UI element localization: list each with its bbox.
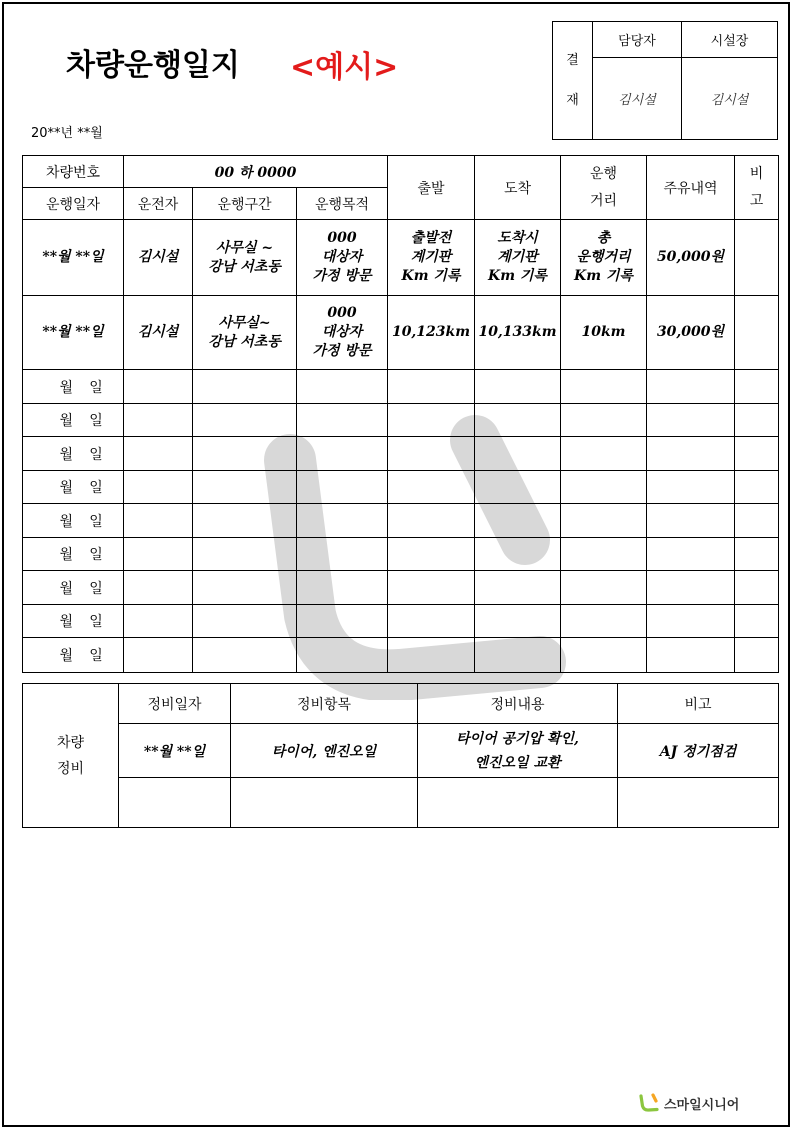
log-note-cell[interactable] (735, 437, 779, 471)
log-date-cell[interactable]: 월 일 (23, 471, 124, 504)
log-date-cell[interactable]: **월 **일 (23, 220, 124, 296)
log-driver-cell[interactable] (124, 605, 193, 638)
log-driver-cell[interactable] (124, 471, 193, 504)
log-date-cell[interactable]: 월 일 (23, 437, 124, 471)
log-distance-cell[interactable] (561, 471, 647, 504)
staff-signature[interactable]: 김시설 (593, 58, 682, 140)
maintenance-note-cell[interactable]: AJ 정기점검 (618, 724, 779, 778)
log-route-cell[interactable] (193, 437, 297, 471)
log-distance-cell[interactable]: 10km (561, 296, 647, 370)
log-fuel-cell[interactable]: 30,000원 (647, 296, 735, 370)
log-route-cell[interactable] (193, 571, 297, 605)
log-fuel-cell[interactable] (647, 504, 735, 538)
log-depart-cell[interactable] (388, 370, 475, 404)
log-driver-cell[interactable] (124, 437, 193, 471)
log-route-cell[interactable] (193, 538, 297, 571)
log-distance-cell[interactable] (561, 638, 647, 673)
table-row (23, 471, 779, 504)
log-driver-cell[interactable] (124, 404, 193, 437)
log-route-cell[interactable]: 사무실 ~ 강남 서초동 (193, 220, 297, 296)
log-distance-cell[interactable] (561, 404, 647, 437)
log-driver-cell[interactable] (124, 571, 193, 605)
maintenance-note-header: 비고 (618, 684, 779, 724)
log-purpose-cell[interactable] (297, 437, 388, 471)
page-title: 차량운행일지 (66, 48, 240, 83)
maintenance-side-label: 차량 정비 (23, 684, 119, 828)
route-header: 운행구간 (193, 188, 297, 220)
log-date-cell[interactable]: 월 일 (23, 504, 124, 538)
log-date-cell[interactable]: 월 일 (23, 538, 124, 571)
log-note-cell[interactable] (735, 404, 779, 437)
table-row (23, 220, 779, 296)
table-row (23, 724, 779, 778)
log-distance-cell[interactable] (561, 370, 647, 404)
maintenance-note-cell[interactable] (618, 778, 779, 828)
log-depart-cell[interactable] (388, 504, 475, 538)
date-header: 운행일자 (23, 188, 124, 220)
table-row (23, 778, 779, 828)
director-signature[interactable]: 김시설 (682, 58, 778, 140)
log-depart-cell[interactable] (388, 437, 475, 471)
log-fuel-cell[interactable] (647, 538, 735, 571)
log-depart-cell[interactable] (388, 638, 475, 673)
fuel-header: 주유내역 (647, 156, 735, 220)
log-fuel-cell[interactable] (647, 605, 735, 638)
log-purpose-cell[interactable] (297, 404, 388, 437)
log-purpose-cell[interactable] (297, 538, 388, 571)
log-fuel-cell[interactable]: 50,000원 (647, 220, 735, 296)
depart-header: 출발 (388, 156, 475, 220)
table-row (23, 605, 779, 638)
log-distance-cell[interactable] (561, 504, 647, 538)
log-arrive-cell[interactable] (475, 571, 561, 605)
log-distance-cell[interactable] (561, 538, 647, 571)
log-driver-cell[interactable] (124, 504, 193, 538)
log-driver-cell[interactable]: 김시설 (124, 220, 193, 296)
log-depart-cell[interactable]: 출발전 계기판 Km 기록 (388, 220, 475, 296)
log-note-cell[interactable] (735, 370, 779, 404)
footer-logo-text: 스마일시니어 (664, 1097, 740, 1113)
log-fuel-cell[interactable] (647, 437, 735, 471)
table-row (23, 638, 779, 673)
log-note-cell[interactable] (735, 571, 779, 605)
log-depart-cell[interactable] (388, 471, 475, 504)
log-note-cell[interactable] (735, 504, 779, 538)
log-purpose-cell[interactable] (297, 370, 388, 404)
log-arrive-cell[interactable]: 10,133km (475, 296, 561, 370)
maintenance-item-cell[interactable]: 타이어, 엔진오일 (231, 724, 418, 778)
maintenance-date-cell[interactable] (119, 778, 231, 828)
log-note-cell[interactable] (735, 296, 779, 370)
vehicle-number-value[interactable]: 00 하 0000 (124, 156, 388, 188)
maintenance-content-header: 정비내용 (418, 684, 618, 724)
log-fuel-cell[interactable] (647, 638, 735, 673)
log-note-cell[interactable] (735, 471, 779, 504)
log-date-cell[interactable]: 월 일 (23, 638, 124, 673)
log-fuel-cell[interactable] (647, 571, 735, 605)
log-arrive-cell[interactable]: 도착시 계기판 Km 기록 (475, 220, 561, 296)
log-driver-cell[interactable] (124, 370, 193, 404)
table-row (23, 571, 779, 605)
log-distance-cell[interactable] (561, 605, 647, 638)
table-row (23, 370, 779, 404)
maintenance-item-cell[interactable] (231, 778, 418, 828)
log-route-cell[interactable] (193, 404, 297, 437)
log-route-cell[interactable]: 사무실~ 강남 서초동 (193, 296, 297, 370)
log-purpose-cell[interactable]: 000 대상자 가정 방문 (297, 296, 388, 370)
log-arrive-cell[interactable] (475, 538, 561, 571)
maintenance-date-header: 정비일자 (119, 684, 231, 724)
approval-staff-header: 담당자 (593, 22, 682, 58)
log-date-cell[interactable]: 월 일 (23, 571, 124, 605)
log-depart-cell[interactable] (388, 404, 475, 437)
log-note-cell[interactable] (735, 605, 779, 638)
vehicle-log-table (22, 155, 779, 673)
maintenance-item-header: 정비항목 (231, 684, 418, 724)
maintenance-date-cell[interactable]: **월 **일 (119, 724, 231, 778)
smile-icon (638, 1093, 660, 1113)
maintenance-content-cell[interactable] (418, 778, 618, 828)
log-arrive-cell[interactable] (475, 605, 561, 638)
log-purpose-cell[interactable] (297, 571, 388, 605)
log-arrive-cell[interactable] (475, 437, 561, 471)
log-note-cell[interactable] (735, 538, 779, 571)
log-date-cell[interactable]: **월 **일 (23, 296, 124, 370)
log-driver-cell[interactable] (124, 638, 193, 673)
log-arrive-cell[interactable] (475, 471, 561, 504)
approval-director-header: 시설장 (682, 22, 778, 58)
example-tag: <예시> (290, 50, 399, 85)
log-note-cell[interactable] (735, 220, 779, 296)
log-distance-cell[interactable]: 총 운행거리 Km 기록 (561, 220, 647, 296)
footer-logo (638, 1093, 739, 1113)
log-route-cell[interactable] (193, 605, 297, 638)
log-driver-cell[interactable]: 김시설 (124, 296, 193, 370)
log-purpose-cell[interactable] (297, 605, 388, 638)
table-row (23, 538, 779, 571)
log-distance-cell[interactable] (561, 437, 647, 471)
log-purpose-cell[interactable] (297, 638, 388, 673)
log-route-cell[interactable] (193, 504, 297, 538)
log-distance-cell[interactable] (561, 571, 647, 605)
log-route-cell[interactable] (193, 471, 297, 504)
log-depart-cell[interactable]: 10,123km (388, 296, 475, 370)
log-date-cell[interactable]: 월 일 (23, 605, 124, 638)
vehicle-number-label: 차량번호 (23, 156, 124, 188)
date-line: 20**년 **월 (31, 126, 103, 141)
log-fuel-cell[interactable] (647, 404, 735, 437)
arrive-header: 도착 (475, 156, 561, 220)
log-depart-cell[interactable] (388, 605, 475, 638)
distance-header: 운행 거리 (561, 156, 647, 220)
log-note-cell[interactable] (735, 638, 779, 673)
log-arrive-cell[interactable] (475, 370, 561, 404)
log-arrive-cell[interactable] (475, 504, 561, 538)
maintenance-content-cell[interactable]: 타이어 공기압 확인, 엔진오일 교환 (418, 724, 618, 778)
log-fuel-cell[interactable] (647, 370, 735, 404)
note-header: 비 고 (735, 156, 779, 220)
log-route-cell[interactable] (193, 638, 297, 673)
log-date-cell[interactable]: 월 일 (23, 404, 124, 437)
log-driver-cell[interactable] (124, 538, 193, 571)
log-depart-cell[interactable] (388, 571, 475, 605)
approval-box (552, 21, 778, 140)
table-row (23, 437, 779, 471)
log-purpose-cell[interactable]: 000 대상자 가정 방문 (297, 220, 388, 296)
log-fuel-cell[interactable] (647, 471, 735, 504)
table-row (23, 296, 779, 370)
approval-side-label: 결 재 (553, 22, 593, 140)
table-row (23, 404, 779, 437)
log-purpose-cell[interactable] (297, 504, 388, 538)
log-arrive-cell[interactable] (475, 638, 561, 673)
log-date-cell[interactable]: 월 일 (23, 370, 124, 404)
log-arrive-cell[interactable] (475, 404, 561, 437)
log-purpose-cell[interactable] (297, 471, 388, 504)
purpose-header: 운행목적 (297, 188, 388, 220)
log-depart-cell[interactable] (388, 538, 475, 571)
table-row (23, 504, 779, 538)
driver-header: 운전자 (124, 188, 193, 220)
vehicle-maintenance-table (22, 683, 779, 828)
log-route-cell[interactable] (193, 370, 297, 404)
